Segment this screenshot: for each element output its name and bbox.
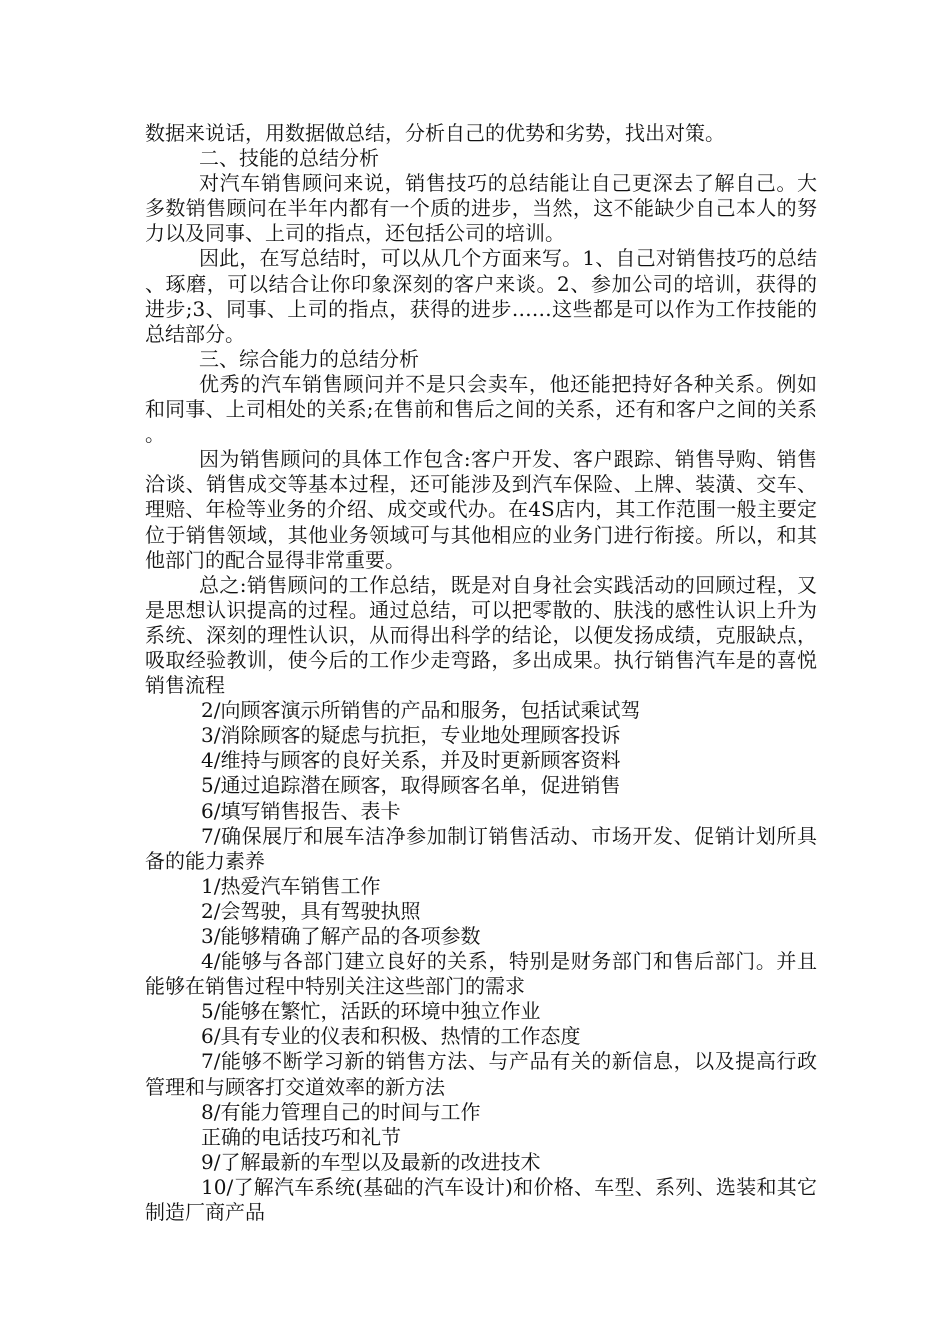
list-item: 3/能够精确了解产品的各项参数 bbox=[201, 924, 481, 948]
paragraph-continuation: 数据来说话，用数据做总结，分析自己的优势和劣势，找出对策。 bbox=[145, 121, 725, 145]
list-item: 10/了解汽车系统(基础的汽车设计)和价格、车型、系列、选装和其它制造厂商产品 bbox=[145, 1174, 817, 1225]
list-item: 5/通过追踪潜在顾客，取得顾客名单，促进销售 bbox=[201, 773, 621, 798]
paragraph-skills-intro: 对汽车销售顾问来说，销售技巧的总结能让自己更深去了解自己。大多数销售顾问在半年内都有一个质的进步，当然，这不能缺少自己本人的努力以及同事、上司的指点，还包括公司的培训。 bbox=[145, 171, 817, 246]
paragraph-skills-methods: 因此，在写总结时，可以从几个方面来写。1、自己对销售技巧的总结、琢磨，可以结合让你印象深刻的客户来谈。2、参加公司的培训，获得的进步;3、同事、上司的指点，获得的进步……这些都是可以作为工作技能的总结部分。 bbox=[145, 246, 817, 346]
list-item: 正确的电话技巧和礼节 bbox=[201, 1124, 401, 1149]
paragraph-relations: 优秀的汽车销售顾问并不是只会卖车，他还能把持好各种关系。例如和同事、上司相处的关系;在售前和售后之间的关系，还有和客户之间的关系。 bbox=[145, 371, 817, 447]
list-item: 4/维持与顾客的良好关系，并及时更新顾客资料 bbox=[201, 748, 621, 773]
list-item: 1/热爱汽车销售工作 bbox=[201, 873, 381, 898]
list-item: 3/消除顾客的疑虑与抗拒，专业地处理顾客投诉 bbox=[201, 723, 621, 748]
list-item: 6/填写销售报告、表卡 bbox=[201, 798, 401, 823]
list-item: 4/能够与各部门建立良好的关系，特别是财务部门和售后部门。并且能够在销售过程中特别关注这些部门的需求 bbox=[145, 949, 817, 999]
list-item: 6/具有专业的仪表和积极、热情的工作态度 bbox=[201, 1024, 581, 1049]
document-body bbox=[145, 121, 817, 1225]
list-item: 7/能够不断学习新的销售方法、与产品有关的新信息，以及提高行政管理和与顾客打交道效率的新方法 bbox=[145, 1049, 817, 1099]
list-item: 2/会驾驶，具有驾驶执照 bbox=[201, 898, 421, 923]
list-item: 5/能够在繁忙，活跃的环境中独立作业 bbox=[201, 999, 541, 1024]
list-item: 8/有能力管理自己的时间与工作 bbox=[201, 1099, 481, 1124]
section-heading-abilities: 三、综合能力的总结分析 bbox=[199, 346, 419, 371]
paragraph-work-scope: 因为销售顾问的具体工作包含:客户开发、客户跟踪、销售导购、销售洽谈、销售成交等基本过程，还可能涉及到汽车保险、上牌、装潢、交车、理赔、年检等业务的介绍、成交或代办。在4S店内，其工作范围一般主要定位于销售领域，其他业务领域可与其他相应的业务门进行衔接。所以，和其他部门的配合显得非常重要。 bbox=[145, 447, 817, 572]
list-item: 9/了解最新的车型以及最新的改进技术 bbox=[201, 1149, 541, 1174]
section-heading-skills: 二、技能的总结分析 bbox=[199, 146, 379, 171]
list-item: 7/确保展厅和展车洁净参加制订销售活动、市场开发、促销计划所具备的能力素养 bbox=[145, 823, 817, 873]
list-item: 2/向顾客演示所销售的产品和服务，包括试乘试驾 bbox=[201, 698, 641, 723]
paragraph-conclusion: 总之:销售顾问的工作总结，既是对自身社会实践活动的回顾过程，又是思想认识提高的过程。通过总结，可以把零散的、肤浅的感性认识上升为系统、深刻的理性认识，从而得出科学的结论，以便发扬成绩，克服缺点，吸取经验教训，使今后的工作少走弯路，多出成果。执行销售汽车是的喜悦销售流程 bbox=[145, 572, 817, 698]
